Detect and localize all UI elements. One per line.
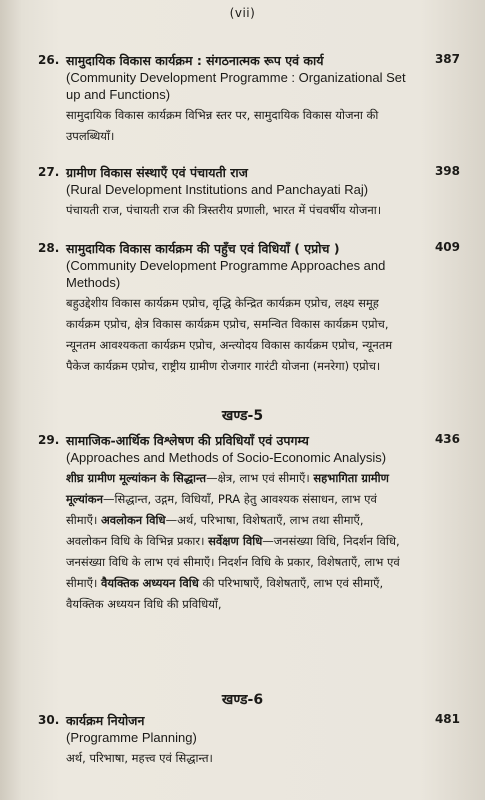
entry-title-english: (Community Development Programme Approaches and Methods) [66,258,386,290]
entry-description: पंचायती राज, पंचायती राज की त्रिस्तरीय प्रणाली, भारत में पंचवर्षीय योजना। [66,203,382,217]
description-bold-term: सहभागिता ग्रामीण मूल्यांकन [66,471,389,506]
description-bold-term: अवलोकन विधि [100,513,166,527]
entry-description: बहुउद्देशीय विकास कार्यक्रम एप्रोच, वृद्धि केन्द्रित कार्यक्रम एप्रोच, लक्ष्य समूह कार्यक्रम एप्रोच, क्षेत्र विकास कार्यक्रम एप्रोच, समन्वित विकास कार्यक्रम एप्रोच, न्यूनतम आवश्यकता कार्यक्रम एप्रोच, अन्त्योदय विकास कार्यक्रम एप्रोच, न्यूनतम पैकेज कार्यक्रम एप्रोच, राष्ट्रीय ग्रामीण रोजगार गारंटी योजना (मनरेगा) एप्रोच। [66,296,393,373]
entry-title-hindi: सामुदायिक विकास कार्यक्रम की पहुँच एवं विधियाँ ( एप्रोच ) [66,241,340,256]
description-text: —अर्थ, परिभाषा, विशेषताएँ, लाभ तथा सीमाएँ, अवलोकन विधि के विभिन्न प्रकार। [66,513,364,548]
description-bold-term: वैयक्तिक अध्ययन विधि [100,576,199,590]
entry-title-english: (Programme Planning) [66,730,197,745]
entry-number: 27. [38,165,60,179]
entry-title-english: (Community Development Programme : Organizational Set up and Functions) [66,70,406,102]
description-bold-term: सर्वेक्षण विधि [208,534,263,548]
entry-page-number: 436 [434,432,460,446]
description-bold-term: शीघ्र ग्रामीण मूल्यांकन के सिद्धान्त [66,471,207,485]
entry-description: अर्थ, परिभाषा, महत्त्व एवं सिद्धान्त। [66,751,213,765]
entry-page-number: 398 [434,164,460,178]
entry-number: 28. [38,241,60,255]
entry-number: 30. [38,713,60,727]
entry-title-hindi: सामाजिक-आर्थिक विश्लेषण की प्रविधियाँ एवं उपगम्य [66,433,309,448]
page-number: (vii) [229,6,256,20]
description-text: —जनसंख्या विधि, निदर्शन विधि, जनसंख्या विधि के लाभ एवं सीमाएँ। निदर्शन विधि के प्रकार, विशेषताएँ, लाभ एवं सीमाएँ। [66,534,400,590]
entry-page-number: 387 [434,52,460,66]
entry-page-number: 409 [434,240,460,254]
section-heading-5: खण्ड-5 [221,408,264,424]
entry-number: 29. [38,433,60,447]
entry-title-english: (Rural Development Institutions and Panchayati Raj) [66,182,369,197]
entry-title-hindi: कार्यक्रम नियोजन [66,713,145,728]
entry-title-hindi: सामुदायिक विकास कार्यक्रम : संगठनात्मक रूप एवं कार्य [66,53,324,68]
entry-number: 26. [38,53,60,67]
description-text: की परिभाषाएँ, विशेषताएँ, लाभ एवं सीमाएँ, वैयक्तिक अध्ययन विधि की प्रविधियाँ, [66,576,384,611]
entry-title-hindi: ग्रामीण विकास संस्थाएँ एवं पंचायती राज [66,165,248,180]
entry-title-english: (Approaches and Methods of Socio-Economic Analysis) [66,450,387,465]
description-text: —क्षेत्र, लाभ एवं सीमाएँ। [206,471,314,485]
entry-page-number: 481 [434,712,460,726]
description-text: —सिद्धान्त, उद्गम, विधियाँ, PRA हेतु आवश्यक संसाधन, लाभ एवं सीमाएँ। [66,492,377,527]
entry-description [66,468,406,615]
entry-description: सामुदायिक विकास कार्यक्रम विभिन्न स्तर पर, सामुदायिक विकास योजना की उपलब्धियाँ। [66,108,379,143]
section-heading-6: खण्ड-6 [221,692,264,708]
